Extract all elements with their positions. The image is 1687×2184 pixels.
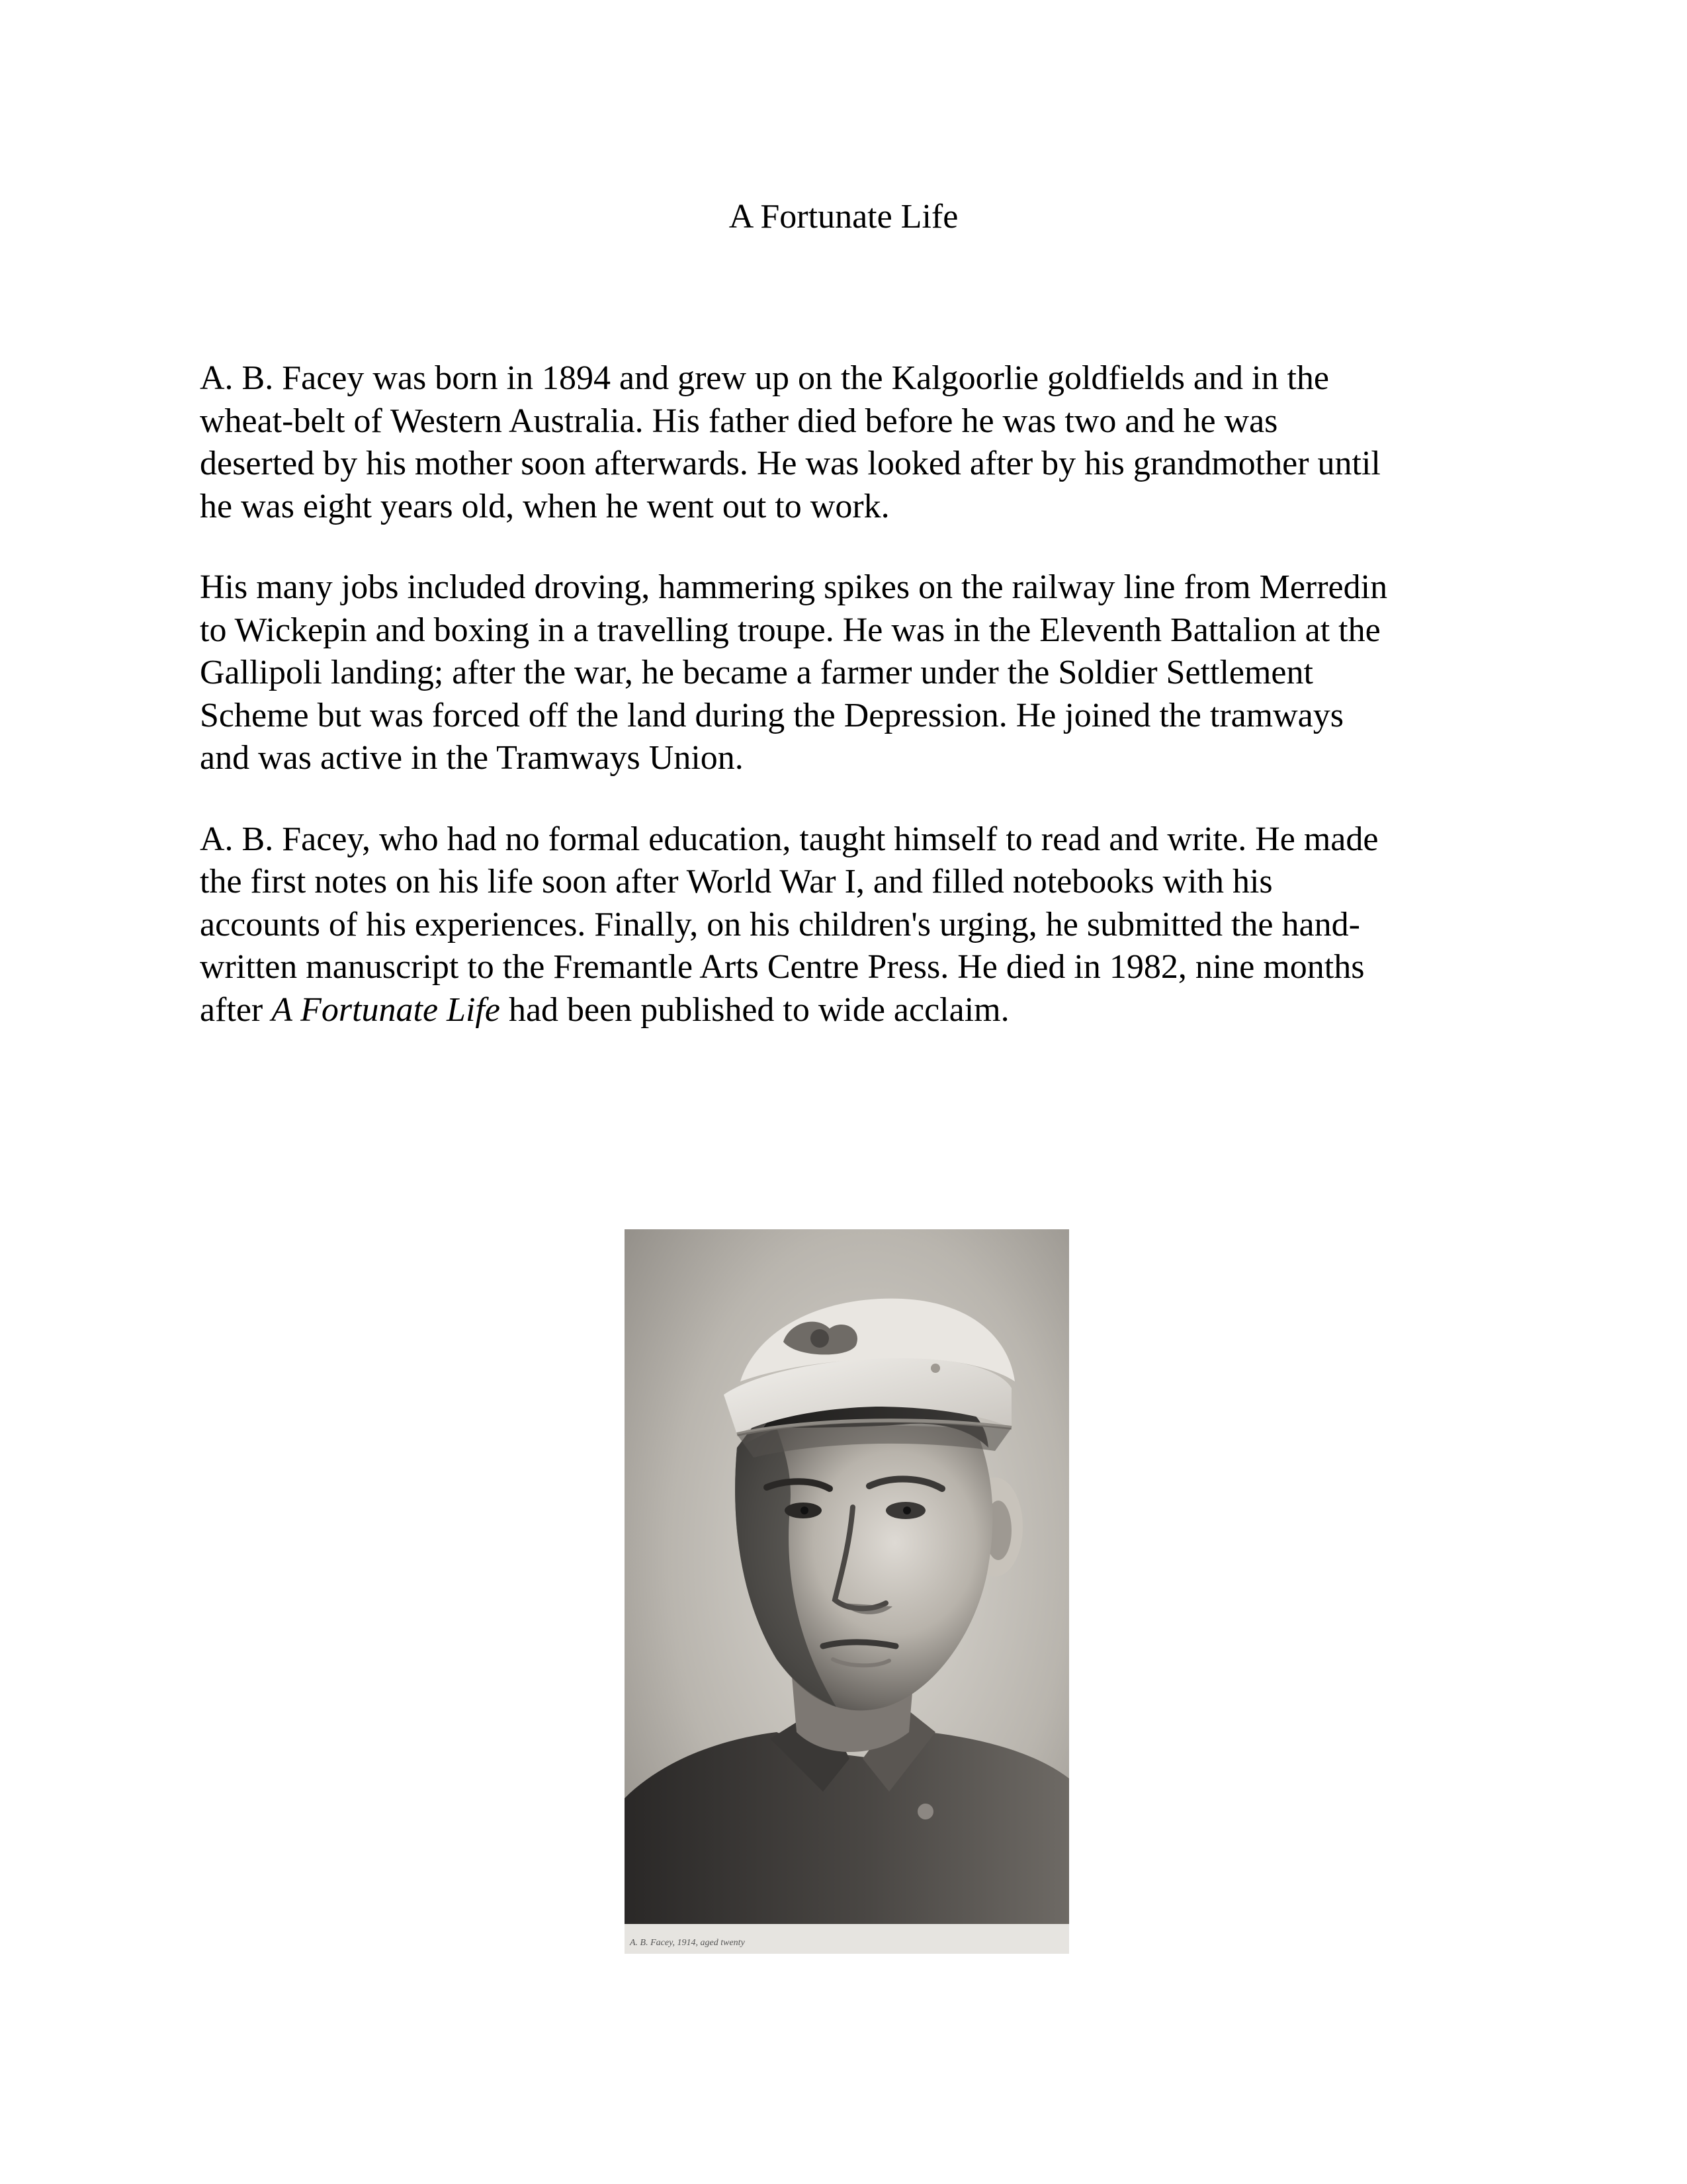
- document-title: A Fortunate Life: [728, 198, 959, 236]
- text-line: Gallipoli landing; after the war, he became a farmer under the Soldier Settlement: [200, 654, 1313, 691]
- paragraph-3: [200, 818, 1510, 1032]
- paragraph-2: [200, 566, 1510, 780]
- text-line: to Wickepin and boxing in a travelling troupe. He was in the Eleventh Battalion at the: [200, 611, 1381, 649]
- text-line: A. B. Facey, who had no formal education, taught himself to read and write. He made: [200, 820, 1379, 858]
- text-run: after: [200, 990, 272, 1029]
- photo-caption: A. B. Facey, 1914, aged twenty: [630, 1938, 745, 1948]
- text-run: had been published to wide acclaim.: [499, 990, 1010, 1029]
- text-line: wheat-belt of Western Australia. His father died before he was two and he was: [200, 402, 1278, 440]
- text-line-last: [200, 989, 1510, 1032]
- text-line: the first notes on his life soon after World War I, and filled notebooks with his: [200, 863, 1273, 900]
- document-body: [200, 357, 1510, 1070]
- portrait-photo: [625, 1229, 1069, 1954]
- text-line: he was eight years old, when he went out to work.: [200, 487, 890, 525]
- text-line: His many jobs included droving, hammering spikes on the railway line from Merredin: [200, 568, 1388, 606]
- text-line: deserted by his mother soon afterwards. He was looked after by his grandmother until: [200, 445, 1381, 482]
- text-line: and was active in the Tramways Union.: [200, 739, 744, 777]
- text-line: Scheme but was forced off the land during the Depression. He joined the tramways: [200, 696, 1344, 734]
- text-line: A. B. Facey was born in 1894 and grew up on the Kalgoorlie goldfields and in the: [200, 359, 1329, 397]
- text-line: written manuscript to the Fremantle Arts Centre Press. He died in 1982, nine months: [200, 948, 1365, 986]
- paragraph-1: [200, 357, 1510, 528]
- portrait-illustration: [625, 1229, 1069, 1954]
- book-title-italic: A Fortunate Life: [271, 990, 500, 1029]
- text-line: accounts of his experiences. Finally, on his children's urging, he submitted the hand-: [200, 905, 1360, 943]
